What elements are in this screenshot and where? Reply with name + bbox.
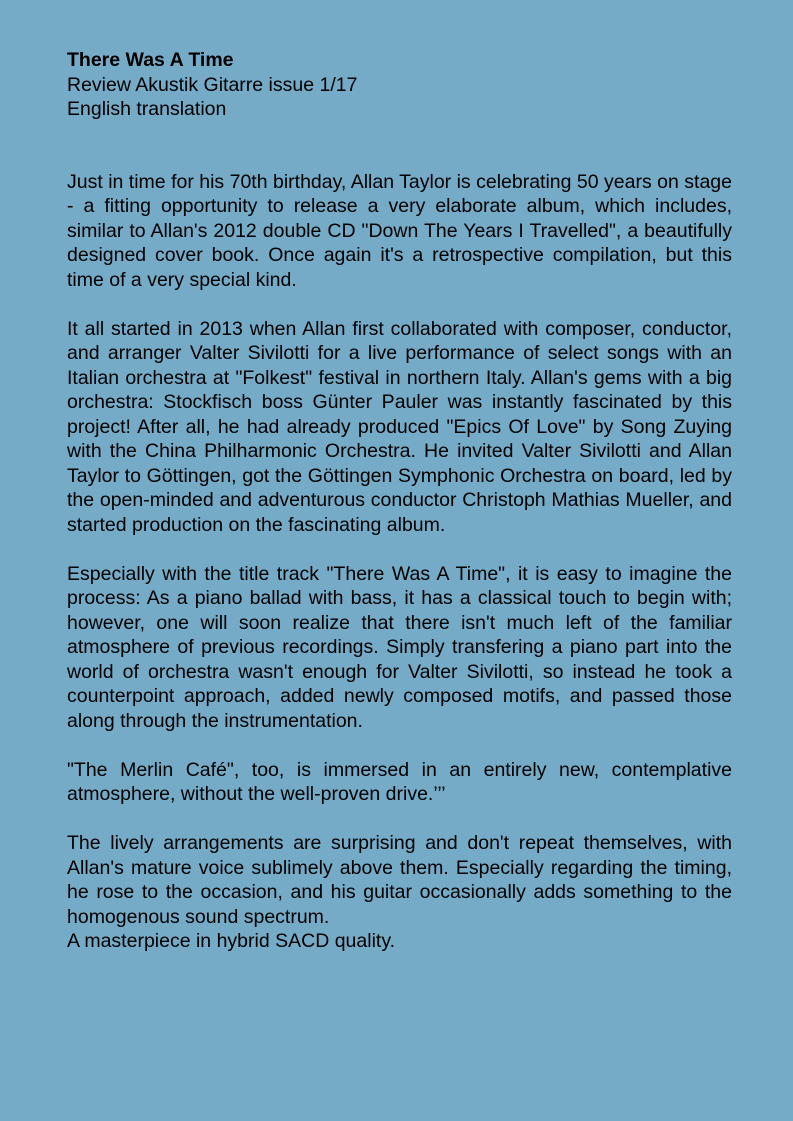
review-body xyxy=(67,170,732,954)
paragraph-title-track: Especially with the title track "There Was A Time", it is easy to imagine the process: As a piano ballad with bass, it has a classical touch to begin with; however, one will soon realize that there isn't much left of the familiar atmosphere of previous recordings. Simply transfering a piano part into the world of orchestra wasn't enough for Valter Sivilotti, so instead he took a counterpoint approach, added newly composed motifs, and passed those along through the instrumentation. xyxy=(67,562,732,732)
paragraph-history: It all started in 2013 when Allan first collaborated with composer, conductor, and arranger Valter Sivilotti for a live performance of select songs with an Italian orchestra at "Folkest" festival in northern Italy. Allan's gems with a big orchestra: Stockfisch boss Günter Pauler was instantly fascinated by this project! After all, he had already produced "Epics Of Love" by Song Zuying with the China Philharmonic Orchestra. He invited Valter Sivilotti and Allan Taylor to Göttingen, got the Göttingen Symphonic Orchestra on board, led by the open-minded and adventurous conductor Christoph Mathias Mueller, and started production on the fascinating album. xyxy=(67,317,732,536)
document-title: There Was A Time xyxy=(67,49,234,71)
closing-line: A masterpiece in hybrid SACD quality. xyxy=(67,930,396,952)
paragraph-merlin-cafe: "The Merlin Café", too, is immersed in an entirely new, contemplative atmosphere, without the well-proven drive.’’’ xyxy=(67,758,732,805)
paragraph-intro: Just in time for his 70th birthday, Allan Taylor is celebrating 50 years on stage - a fitting opportunity to release a very elaborate album, which includes, similar to Allan's 2012 double CD "Down The Years I Travelled", a beautifully designed cover book. Once again it's a retrospective compilation, but this time of a very special kind. xyxy=(67,170,732,291)
document-header xyxy=(67,48,732,122)
review-source: Review Akustik Gitarre issue 1/17 xyxy=(67,73,358,96)
translation-note: English translation xyxy=(67,98,227,120)
paragraph-arrangements: The lively arrangements are surprising and don't repeat themselves, with Allan's mature voice sublimely above them. Especially regarding the timing, he rose to the occasion, and his guitar occasionally adds something to the homogenous sound spectrum. xyxy=(67,832,732,928)
